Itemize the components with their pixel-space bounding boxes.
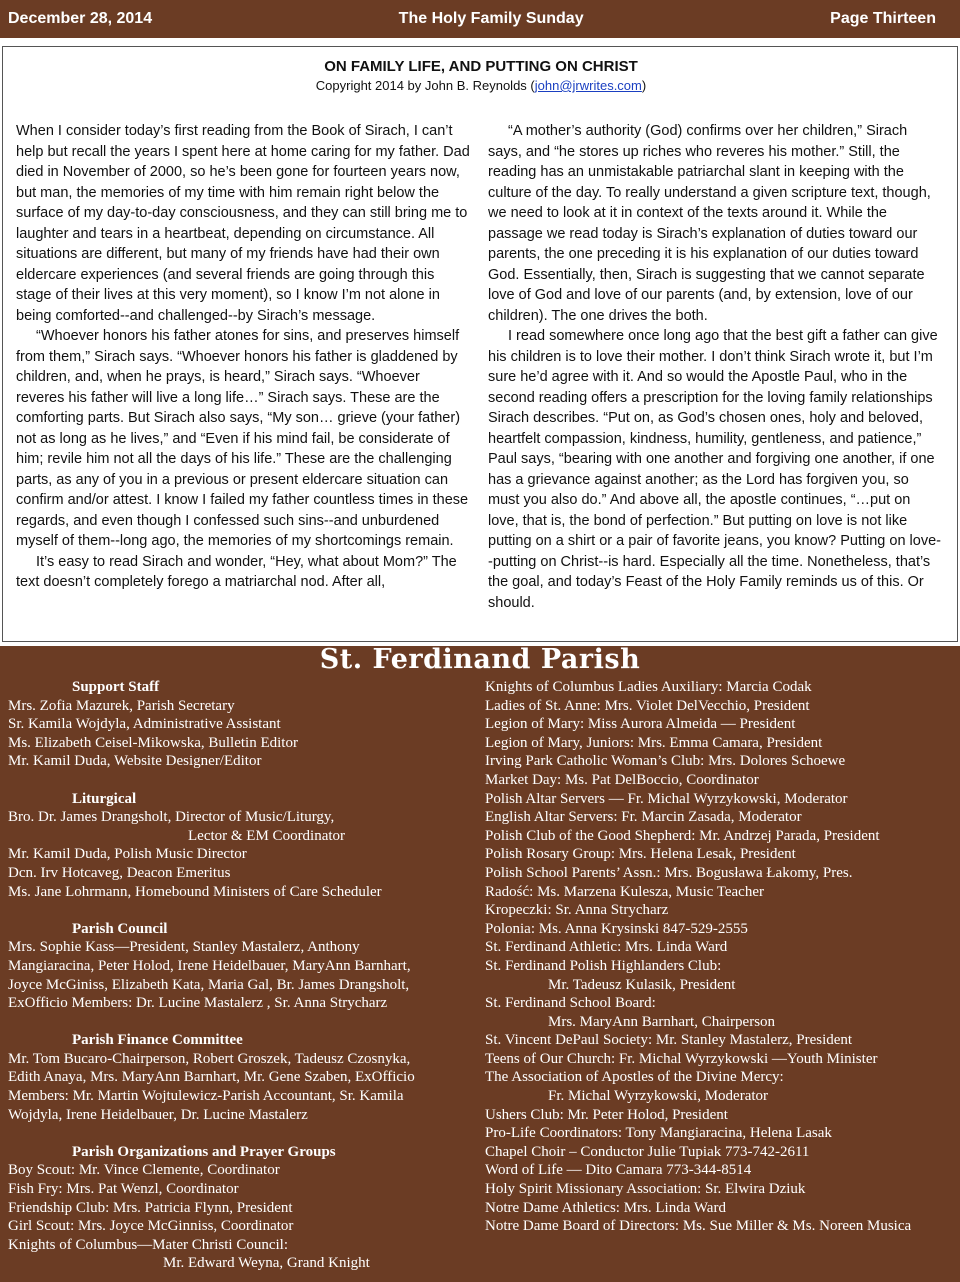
article-paragraph: When I consider today’s first reading from the Book of Sirach, I can’t help but recall the years I spent here at home caring for my father. Dad died in November of 2000, so he’s been gone for fourteen years now, but man, the memories of my time with him remain right below the surface of my day-to-day consciousness, and they can still bring me to laughter and tears in a heartbeat, depending on circumstance. All situations are different, but many of my friends have had their own eldercare experiences (and several friends are going through this stage of their lives at this very moment), so I know I’m not alone in being comforted--and challenged--by Sirach’s message. (16, 123, 470, 324)
organization-line: Knights of Columbus—Mater Christi Council: (8, 1236, 288, 1253)
org-line: Chapel Choir – Conductor Julie Tupiak 773-742-2611 (485, 1143, 810, 1160)
org-line: English Altar Servers: Fr. Marcin Zasada, Moderator (485, 809, 802, 826)
org-line: Legion of Mary, Juniors: Mrs. Emma Camara, President (485, 734, 823, 751)
section-heading-liturgical: Liturgical (72, 790, 137, 807)
liturgical-line: Ms. Jane Lohrmann, Homebound Ministers of Care Scheduler (8, 883, 382, 900)
organization-line: Fish Fry: Mrs. Pat Wenzl, Coordinator (8, 1181, 239, 1198)
liturgical-line: Dcn. Irv Hotcaveg, Deacon Emeritus (8, 864, 231, 881)
org-line: The Association of Apostles of the Divine Mercy: (485, 1069, 784, 1086)
section-heading-finance-committee: Parish Finance Committee (72, 1032, 243, 1049)
org-line: Polish Altar Servers — Fr. Michal Wyrzykowski, Moderator (485, 790, 848, 807)
article-title: ON FAMILY LIFE, AND PUTTING ON CHRIST (324, 58, 638, 75)
org-line: Word of Life — Dito Camara 773-344-8514 (485, 1162, 752, 1179)
article-box (2, 46, 958, 642)
article-copyright (3, 78, 959, 93)
staff-line: Mrs. Zofia Mazurek, Parish Secretary (8, 697, 235, 714)
header-date: December 28, 2014 (8, 10, 153, 27)
organization-line: Mr. Edward Weyna, Grand Knight (163, 1255, 370, 1272)
copyright-suffix: ) (641, 78, 647, 93)
article-paragraph: “A mother’s authority (God) confirms over her children,” Sirach says, and “he stores up riches who reveres his mother.” Still, the reading has an unmistakable patriarchal slant in keeping with the culture of the day. To really understand a given scripture text, though, we need to look at it in context of the texts around it. While the passage we read today is Sirach’s explanation of duties toward our parents, the one preceding it is his explanation of our duties toward God. Essentially, then, Sirach is suggesting that we cannot separate love of God and love of our parents (and, by extension, love of our children). The one drives the both. (488, 123, 931, 324)
council-line: Mangiaracina, Peter Holod, Irene Heidelbauer, MaryAnn Barnhart, (8, 957, 411, 974)
liturgical-line: Mr. Kamil Duda, Polish Music Director (8, 846, 247, 863)
org-line: St. Vincent DePaul Society: Mr. Stanley Mastalerz, President (485, 1032, 853, 1049)
article-paragraph: I read somewhere once long ago that the best gift a father can give his children is to love their mother. I don’t think Sirach wrote it, but I’m sure he’d agree with it. And so would the Apostle Paul, who in the second reading offers a prescription for the loving family relationships Sirach describes. “Put on, as God’s chosen ones, holy and beloved, heartfelt compassion, kindness, humility, gentleness, and patience,” Paul says, “bearing with one another and forgiving one another, if one has a grievance against another; as the Lord has forgiven you, so must you also do.” And above all, the apostle continues, “…put on love, that is, the bond of perfection.” But putting on love is not like putting on a shirt or a pair of favorite jeans, you know? Putting on love--putting on Christ--is hard. Especially all the time. Nonetheless, that’s the goal, and today’s Feast of the Holy Family reminds us of this. Or should. (488, 328, 941, 611)
article-paragraph: “Whoever honors his father atones for sins, and preserves himself from them,” Sirach says. “Whoever honors his father is gladdened by children, and, when he prays, is heard,” Sirach says. “Whoever reveres his father will live a long life…” Sirach says. These are the comforting parts. But Sirach also says, “My son… grieve (your father) not as long as he lives,” and “Even if his mind fail, be considerate of him; revile him not all the days of his life.” These are the challenging parts, as any of you in a previous or present eldercare situation can confirm and/or attest. I know I failed my father countless times in these regards, and even though I confessed such sins--and unburdened myself of them--long ago, the memories of my shortcomings remain. (16, 328, 469, 549)
copyright-prefix: Copyright 2014 by John B. Reynolds ( (315, 78, 535, 93)
org-line: Polish School Parents’ Assn.: Mrs. Bogusława Łakomy, Pres. (485, 864, 853, 881)
org-line: Polish Club of the Good Shepherd: Mr. Andrzej Parada, President (485, 827, 880, 844)
org-line: St. Ferdinand School Board: (485, 995, 656, 1012)
organization-line: Boy Scout: Mr. Vince Clemente, Coordinator (8, 1162, 280, 1179)
org-line: Pro-Life Coordinators: Tony Mangiaracina, Helena Lasak (485, 1125, 832, 1142)
org-line: Mr. Tadeusz Kulasik, President (548, 976, 736, 993)
article-paragraph: It’s easy to read Sirach and wonder, “Hey, what about Mom?” The text doesn’t completely forego a matriarchal nod. After all, (16, 553, 457, 590)
section-heading-parish-council: Parish Council (72, 920, 168, 937)
council-line: ExOfficio Members: Dr. Lucine Mastalerz , Sr. Anna Strycharz (8, 995, 388, 1012)
section-heading-organizations: Parish Organizations and Prayer Groups (72, 1143, 336, 1160)
finance-line: Members: Mr. Martin Wojtulewicz-Parish Accountant, Sr. Kamila (8, 1088, 404, 1105)
spacer (8, 1124, 478, 1143)
staff-line: Sr. Kamila Wojdyla, Administrative Assistant (8, 716, 281, 733)
parish-directory-panel (0, 646, 960, 1282)
org-line: Knights of Columbus Ladies Auxiliary: Marcia Codak (485, 679, 812, 695)
staff-line: Ms. Elizabeth Ceisel-Mikowska, Bulletin Editor (8, 734, 298, 751)
organization-line: Friendship Club: Mrs. Patricia Flynn, President (8, 1199, 293, 1216)
org-line: Holy Spirit Missionary Association: Sr. Elwira Dziuk (485, 1181, 806, 1198)
council-line: Joyce McGiniss, Elizabeth Kata, Maria Gal, Br. James Drangsholt, (8, 976, 410, 993)
page-header (0, 0, 960, 38)
header-page-number: Page Thirteen (830, 10, 936, 27)
liturgical-line: Bro. Dr. James Drangsholt, Director of Music/Liturgy, (8, 809, 335, 826)
org-line: Polish Rosary Group: Mrs. Helena Lesak, President (485, 846, 796, 863)
org-line: Market Day: Ms. Pat DelBoccio, Coordinator (485, 771, 759, 788)
org-line: Notre Dame Athletics: Mrs. Linda Ward (485, 1199, 726, 1216)
org-line: Ladies of St. Anne: Mrs. Violet DelVecchio, President (485, 697, 810, 714)
org-line: Mrs. MaryAnn Barnhart, Chairperson (548, 1013, 776, 1030)
staff-line: Mr. Kamil Duda, Website Designer/Editor (8, 753, 262, 770)
author-email-link[interactable]: john@jrwrites.com (534, 78, 642, 93)
spacer (8, 901, 478, 920)
org-line: Notre Dame Board of Directors: Ms. Sue Miller & Ms. Noreen Musica (485, 1218, 912, 1235)
council-line: Mrs. Sophie Kass—President, Stanley Mastalerz, Anthony (8, 939, 360, 956)
org-line: Legion of Mary: Miss Aurora Almeida — President (485, 716, 796, 733)
finance-line: Mr. Tom Bucaro-Chairperson, Robert Groszek, Tadeusz Czosnyka, (8, 1050, 411, 1067)
spacer (8, 1013, 478, 1032)
section-heading-support-staff: Support Staff (72, 679, 160, 695)
org-line: St. Ferdinand Polish Highlanders Club: (485, 957, 722, 974)
organizations-column (485, 678, 955, 1236)
parish-title: St. Ferdinand Parish (319, 644, 641, 675)
organization-line: Girl Scout: Mrs. Joyce McGinniss, Coordinator (8, 1218, 294, 1235)
header-title: The Holy Family Sunday (398, 10, 584, 27)
org-line: Teens of Our Church: Fr. Michal Wyrzykowski —Youth Minister (485, 1050, 878, 1067)
org-line: St. Ferdinand Athletic: Mrs. Linda Ward (485, 939, 728, 956)
org-line: Ushers Club: Mr. Peter Holod, President (485, 1106, 728, 1123)
finance-line: Edith Anaya, Mrs. MaryAnn Barnhart, Mr. Gene Szaben, ExOfficio (8, 1069, 415, 1086)
staff-column (8, 678, 478, 1273)
org-line: Polonia: Ms. Anna Krysinski 847-529-2555 (485, 920, 748, 937)
spacer (8, 771, 478, 790)
org-line: Irving Park Catholic Woman’s Club: Mrs. Dolores Schoewe (485, 753, 846, 770)
org-line: Radość: Ms. Marzena Kulesza, Music Teacher (485, 883, 764, 900)
org-line: Fr. Michal Wyrzykowski, Moderator (548, 1088, 769, 1105)
article-right-column (488, 121, 943, 613)
org-line: Kropeczki: Sr. Anna Strycharz (485, 902, 669, 919)
finance-line: Wojdyla, Irene Heidelbauer, Dr. Lucine Mastalerz (8, 1106, 308, 1123)
liturgical-line: Lector & EM Coordinator (188, 827, 346, 844)
article-left-column (16, 121, 471, 593)
